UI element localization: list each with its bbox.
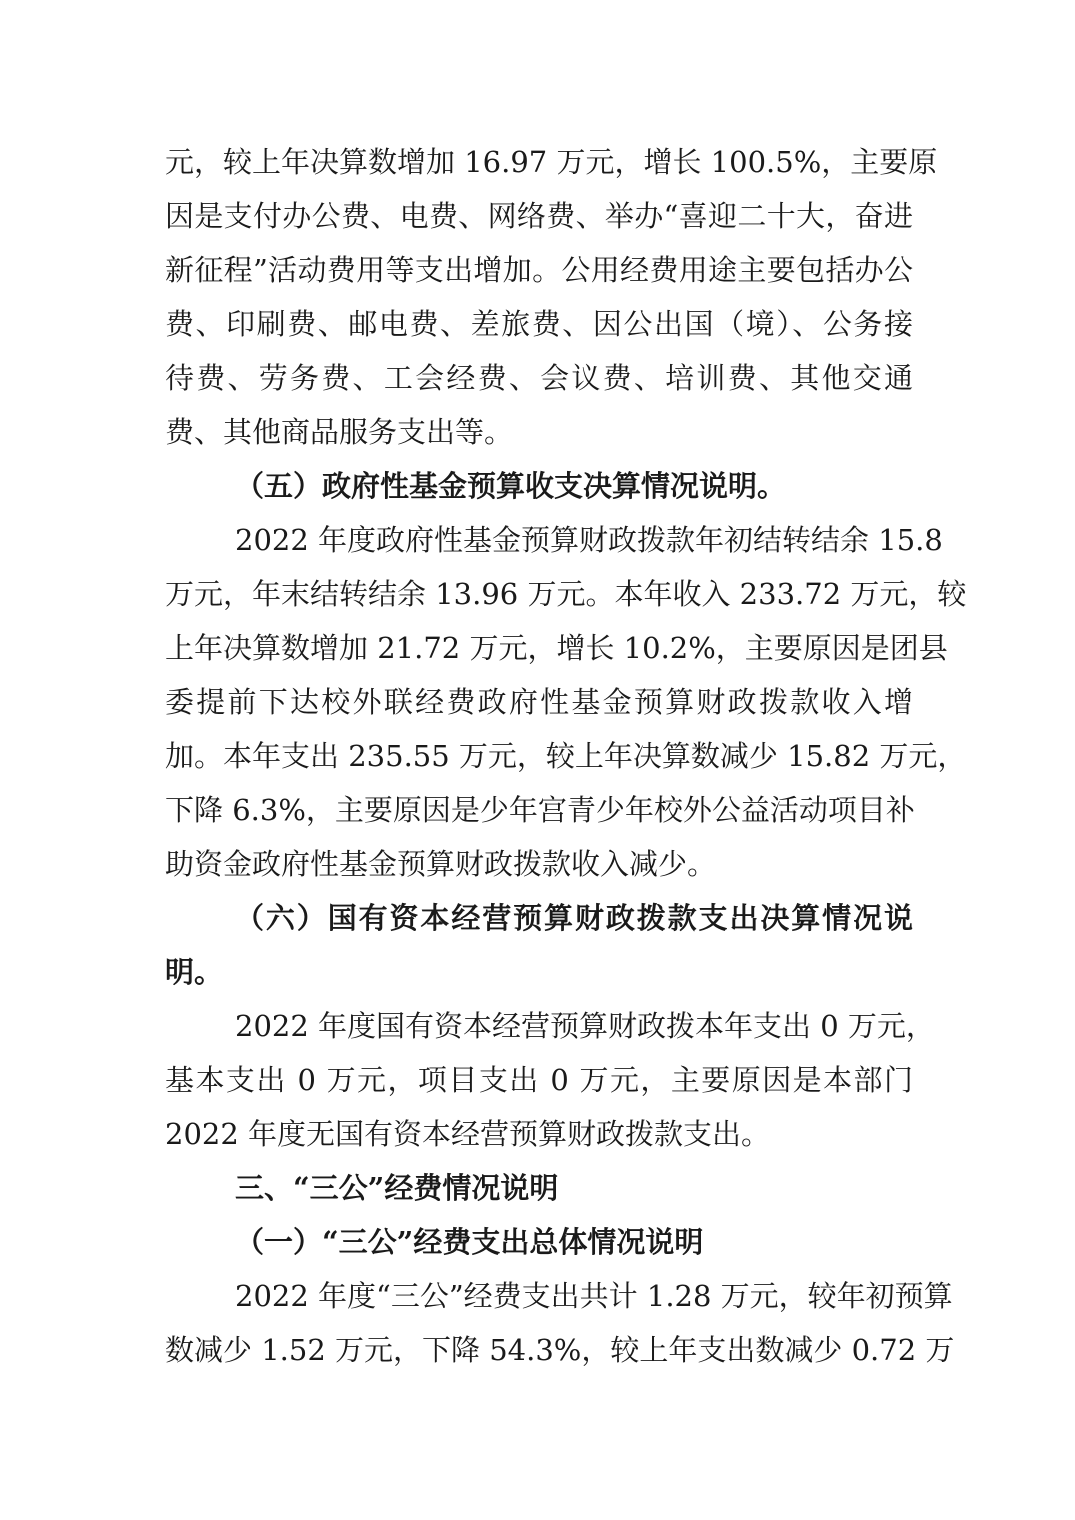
body-text-line: 元，较上年决算数增加 16.97 万元，增长 100.5%，主要原 — [165, 145, 938, 179]
body-text-line: 2022 年度政府性基金预算财政拨款年初结转结余 15.8 — [235, 523, 943, 557]
body-text-line: 新征程”活动费用等支出增加。公用经费用途主要包括办公 — [165, 253, 913, 287]
body-text-line: 因是支付办公费、电费、网络费、举办“喜迎二十大，奋进 — [165, 199, 913, 233]
body-text-line: 2022 年度“三公”经费支出共计 1.28 万元，较年初预算 — [235, 1279, 953, 1313]
body-text-line: 费、其他商品服务支出等。 — [165, 415, 514, 449]
body-text-line: 上年决算数增加 21.72 万元，增长 10.2%，主要原因是团县 — [165, 631, 948, 665]
body-text-line: 委提前下达校外联经费政府性基金预算财政拨款收入增 — [165, 685, 913, 719]
body-text-line: 数减少 1.52 万元，下降 54.3%，较上年支出数减少 0.72 万 — [165, 1333, 955, 1367]
body-text-line: 费、印刷费、邮电费、差旅费、因公出国（境）、公务接 — [165, 307, 913, 341]
subsection-heading: （一）“三公”经费支出总体情况说明 — [235, 1225, 704, 1259]
body-text-line: 万元，年末结转结余 13.96 万元。本年收入 233.72 万元，较 — [165, 577, 967, 611]
body-text-line: 基本支出 0 万元，项目支出 0 万元，主要原因是本部门 — [165, 1063, 913, 1097]
body-text-line: 2022 年度无国有资本经营预算财政拨款支出。 — [165, 1117, 771, 1151]
section-heading: （六）国有资本经营预算财政拨款支出决算情况说 — [235, 901, 913, 935]
body-text-line: 加。本年支出 235.55 万元，较上年决算数减少 15.82 万元， — [165, 739, 967, 773]
section-heading: 三、“三公”经费情况说明 — [235, 1171, 559, 1205]
body-text-line: 下降 6.3%，主要原因是少年宫青少年校外公益活动项目补 — [165, 793, 915, 827]
section-heading-continued: 明。 — [165, 955, 224, 989]
body-text-line: 待费、劳务费、工会经费、会议费、培训费、其他交通 — [165, 361, 913, 395]
body-text-line: 助资金政府性基金预算财政拨款收入减少。 — [165, 847, 717, 881]
section-heading: （五）政府性基金预算收支决算情况说明。 — [235, 469, 787, 503]
body-text-line: 2022 年度国有资本经营预算财政拨本年支出 0 万元， — [235, 1009, 935, 1043]
